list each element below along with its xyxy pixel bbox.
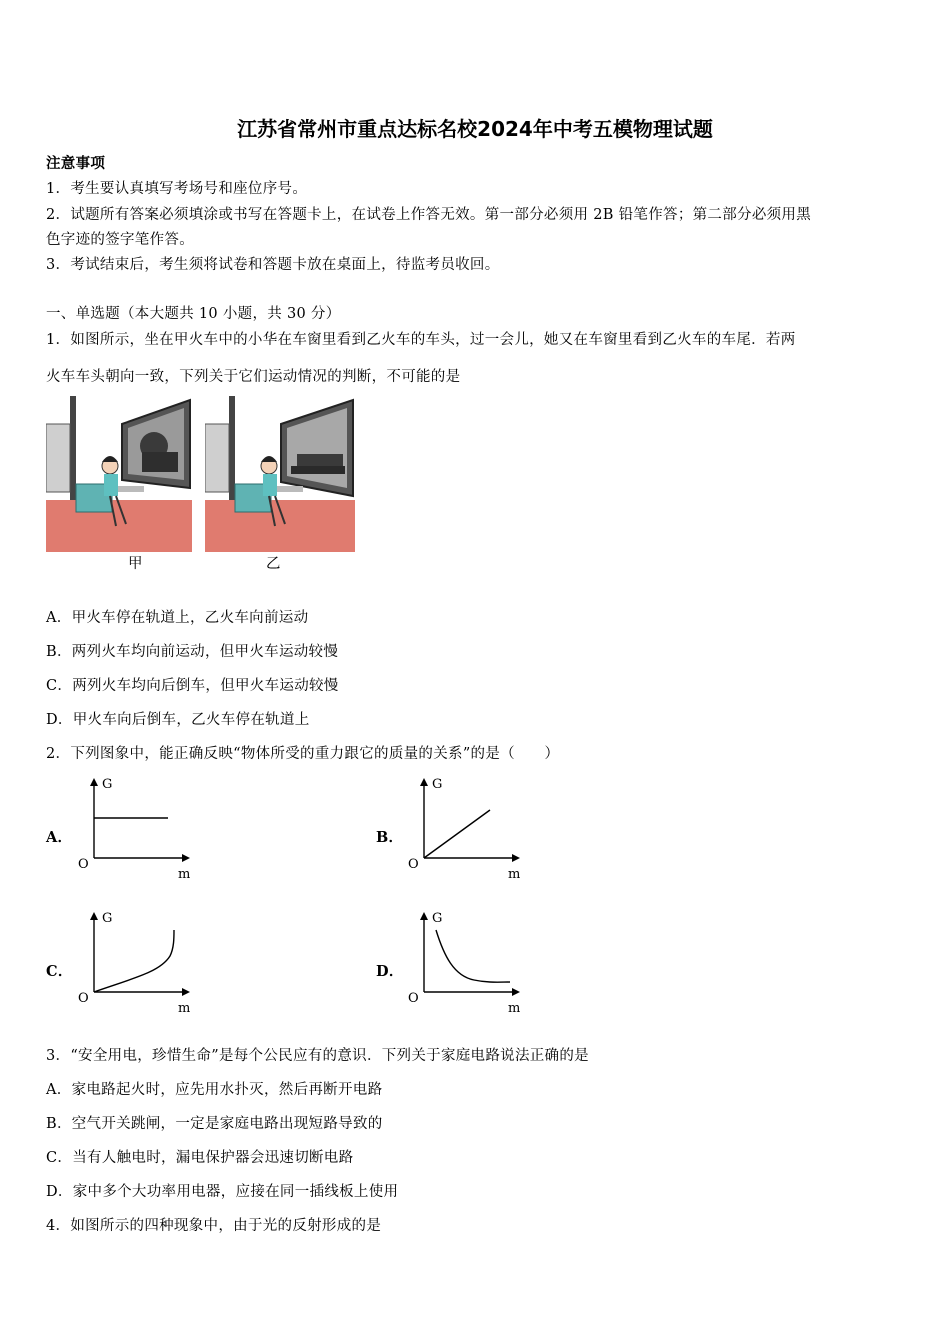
graph-b-axis-y: G	[432, 777, 443, 792]
notice-heading: 注意事项	[46, 155, 106, 172]
graph-a-axis-y: G	[102, 777, 113, 792]
graph-b-axis-x: m	[508, 867, 521, 882]
q2-option-b-label: B．	[376, 829, 404, 846]
q2-option-a-label: A．	[46, 829, 73, 846]
graph-d-axis-x: m	[508, 1001, 521, 1016]
q4-stem: 4．如图所示的四种现象中，由于光的反射形成的是	[46, 1218, 382, 1234]
q1-stem-line-1: 1．如图所示，坐在甲火车中的小华在车窗里看到乙火车的车头，过一会儿，她又在车窗里看到乙火车的车尾．若两	[46, 332, 796, 348]
section-1-heading: 一、单选题（本大题共 10 小题，共 30 分）	[46, 306, 341, 322]
graph-d-origin: O	[408, 991, 419, 1006]
notice-item-2-line-2: 色字迹的签字笔作答。	[46, 232, 194, 248]
q1-option-d: D．甲火车向后倒车，乙火车停在轨道上	[46, 712, 310, 728]
graph-a-axis-x: m	[178, 867, 191, 882]
graph-c-axis-y: G	[102, 911, 113, 926]
figure-label-yi: 乙	[266, 556, 281, 572]
q3-option-c: C．当有人触电时，漏电保护器会迅速切断电路	[46, 1150, 354, 1166]
graph-b-origin: O	[408, 857, 419, 872]
q3-option-b: B．空气开关跳闸，一定是家庭电路出现短路导致的	[46, 1116, 383, 1132]
page-title: 江苏省常州市重点达标名校2024年中考五模物理试题	[237, 117, 713, 141]
graph-c-increasing-curve	[74, 906, 204, 1016]
q2-stem: 2．下列图象中，能正确反映“物体所受的重力跟它的质量的关系”的是（ ）	[46, 746, 560, 762]
graph-d-axis-y: G	[432, 911, 443, 926]
notice-item-2-line-1: 2．试题所有答案必须填涂或书写在答题卡上，在试卷上作答无效。第一部分必须用 2B 铅笔作答；第二部分必须用黑	[46, 207, 812, 223]
graph-c-origin: O	[78, 991, 89, 1006]
train-illustration-left	[46, 396, 192, 552]
q1-option-c: C．两列火车均向后倒车，但甲火车运动较慢	[46, 678, 339, 694]
q3-stem: 3．“安全用电，珍惜生命”是每个公民应有的意识．下列关于家庭电路说法正确的是	[46, 1048, 589, 1064]
graph-d-decreasing-curve	[404, 906, 534, 1016]
train-illustration-right	[205, 396, 355, 552]
q3-option-d: D．家中多个大功率用电器，应接在同一插线板上使用	[46, 1184, 399, 1200]
q2-option-c-label: C．	[46, 963, 73, 980]
graph-a-origin: O	[78, 857, 89, 872]
graph-a-constant	[74, 772, 204, 882]
notice-item-1: 1．考生要认真填写考场号和座位序号。	[46, 181, 308, 197]
q1-option-a: A．甲火车停在轨道上，乙火车向前运动	[46, 610, 309, 626]
q1-option-b: B．两列火车均向前运动，但甲火车运动较慢	[46, 644, 339, 660]
notice-item-3: 3．考试结束后，考生须将试卷和答题卡放在桌面上，待监考员收回。	[46, 257, 500, 273]
q1-stem-line-2: 火车车头朝向一致，下列关于它们运动情况的判断，不可能的是	[46, 369, 461, 385]
graph-b-linear	[404, 772, 534, 882]
q3-option-a: A．家电路起火时，应先用水扑灭，然后再断开电路	[46, 1082, 383, 1098]
q2-option-d-label: D．	[376, 963, 404, 980]
figure-label-jia: 甲	[128, 556, 143, 572]
graph-c-axis-x: m	[178, 1001, 191, 1016]
